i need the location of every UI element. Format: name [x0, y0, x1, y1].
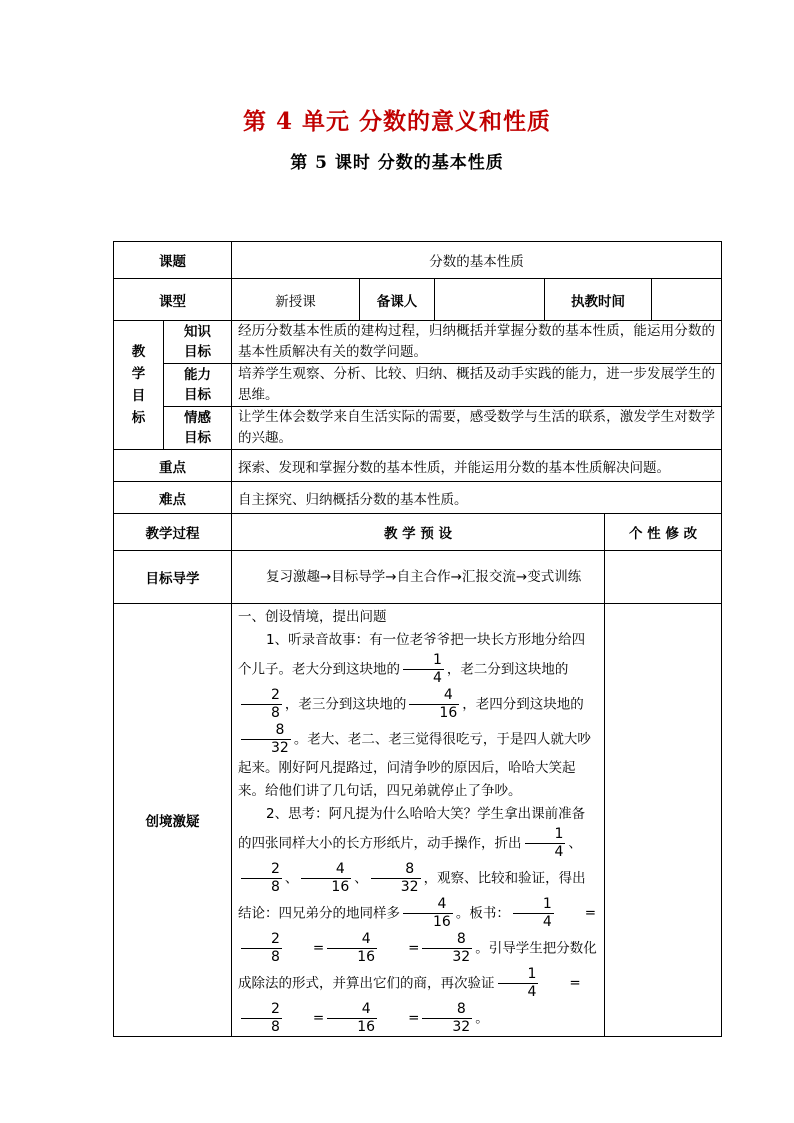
goal-label-line: 情感 — [184, 410, 211, 426]
lesson-subtitle: 第 5 课时 分数的基本性质 — [290, 153, 504, 173]
equals-sign: = — [408, 1010, 420, 1026]
denominator: 4 — [498, 983, 539, 1001]
numerator: 4 — [361, 931, 371, 947]
fraction-2-8 — [241, 861, 282, 896]
text-run: 。引导学生把分数化成除法的形式，并算出它们的商，再次验证 — [238, 940, 597, 992]
text-run: ，观察、比较和验证，得出结论：四兄弟分的地同样多 — [238, 870, 586, 922]
fraction-1-4 — [513, 896, 554, 931]
goal-label-line: 能力 — [184, 367, 211, 383]
scenario-heading: 一、创设情境，提出问题 — [238, 609, 387, 625]
numerator: 8 — [405, 861, 415, 877]
denominator: 16 — [403, 913, 453, 931]
denominator: 4 — [403, 669, 444, 687]
goals-label-char: 教 — [131, 344, 146, 360]
goal-row-ability — [114, 364, 722, 407]
denominator: 32 — [241, 739, 291, 757]
numerator: 4 — [437, 896, 447, 912]
fraction-4-16 — [327, 931, 377, 966]
ability-goal-label — [164, 364, 232, 407]
denominator: 8 — [241, 878, 282, 896]
difficult-point-text: 自主探究、归纳概括分数的基本性质。 — [232, 482, 722, 514]
fraction-1-4 — [403, 652, 444, 687]
goal-label-line: 目标 — [184, 387, 211, 403]
guide-modify-cell — [605, 551, 722, 604]
ability-goal-text: 培养学生观察、分析、比较、归纳、概括及动手实践的能力，进一步发展学生的思维。 — [232, 364, 722, 407]
fraction-4-16 — [403, 896, 453, 931]
fraction-2-8 — [241, 687, 282, 722]
key-point-label: 重点 — [114, 450, 232, 482]
text-run: ，老二分到这块地的 — [446, 661, 569, 678]
numerator: 2 — [271, 687, 280, 703]
guide-text: 复习激趣→目标导学→自主合作→汇报交流→变式训练 — [232, 551, 605, 604]
guide-label: 目标导学 — [114, 551, 232, 604]
goal-label-line: 知识 — [184, 324, 211, 340]
difficult-point-row — [114, 482, 722, 514]
text-run: 。 — [475, 1010, 489, 1027]
numerator: 1 — [554, 826, 564, 842]
equals-sign: = — [408, 940, 420, 956]
fraction-8-32 — [241, 722, 291, 757]
text-run: 、 — [568, 835, 582, 852]
knowledge-goal-text: 经历分数基本性质的建构过程，归纳概括并掌握分数的基本性质，能运用分数的基本性质解决有关的数学问题。 — [232, 321, 722, 364]
text-run: 、 — [284, 870, 299, 887]
scenario-content — [232, 604, 605, 1037]
fraction-4-16 — [327, 1001, 377, 1036]
fraction-8-32 — [422, 1001, 472, 1036]
process-header-row — [114, 514, 722, 551]
fraction-8-32 — [371, 861, 421, 896]
numerator: 4 — [443, 687, 453, 703]
text-run: 、 — [354, 870, 368, 887]
scenario-label: 创境激疑 — [114, 604, 232, 1037]
knowledge-goal-label — [164, 321, 232, 364]
fraction-2-8 — [241, 1001, 282, 1036]
denominator: 8 — [241, 948, 282, 966]
numerator: 4 — [335, 861, 345, 877]
denominator: 16 — [409, 704, 459, 722]
numerator: 8 — [456, 931, 466, 947]
topic-label: 课题 — [114, 242, 232, 279]
numerator: 4 — [361, 1001, 371, 1017]
text-run: 1、听录音故事：有一位老爷爷把一块长方形地分给四个儿子。老大分到这块地的 — [238, 632, 586, 678]
numerator: 2 — [271, 931, 280, 947]
denominator: 16 — [327, 948, 377, 966]
text-run: ，老四分到这块地的 — [462, 696, 584, 713]
goals-label-char: 标 — [131, 410, 146, 426]
unit-title: 第 4 单元 分数的意义和性质 — [242, 108, 552, 135]
numerator: 8 — [275, 722, 285, 738]
process-label: 教学过程 — [114, 514, 232, 551]
goals-label-char: 目 — [131, 388, 146, 404]
modify-label: 个 性 修 改 — [605, 514, 722, 551]
goals-label-char: 学 — [131, 366, 146, 382]
numerator: 1 — [527, 966, 537, 982]
scenario-paragraph-1 — [238, 629, 598, 803]
preparer-label: 备课人 — [360, 279, 435, 321]
numerator: 2 — [271, 861, 280, 877]
fraction-1-4 — [498, 966, 539, 1001]
type-label: 课型 — [114, 279, 232, 321]
text-run: 。老大、老二、老三觉得很吃亏，于是四人就大吵起来。刚好阿凡提路过，问清争吵的原因后，哈哈大笑起来。给他们讲了几句话，四兄弟就停止了争吵。 — [238, 731, 591, 799]
denominator: 16 — [301, 878, 351, 896]
lesson-plan-table — [113, 241, 722, 1037]
goal-label-line: 目标 — [184, 344, 211, 360]
key-point-text: 探索、发现和掌握分数的基本性质，并能运用分数的基本性质解决问题。 — [232, 450, 722, 482]
fraction-2-8 — [241, 931, 282, 966]
equals-sign: = — [312, 940, 325, 956]
denominator: 32 — [422, 1018, 472, 1036]
design-label: 教 学 预 设 — [232, 514, 605, 551]
fraction-8-32 — [422, 931, 472, 966]
numerator: 8 — [456, 1001, 466, 1017]
scenario-paragraph-2 — [238, 803, 598, 1036]
time-label: 执教时间 — [545, 279, 652, 321]
denominator: 8 — [241, 1018, 282, 1036]
text-run: 。板书： — [455, 905, 510, 922]
denominator: 4 — [525, 843, 566, 861]
emotion-goal-label — [164, 407, 232, 450]
denominator: 4 — [513, 913, 554, 931]
time-value — [652, 279, 722, 321]
equals-sign: = — [312, 1010, 325, 1026]
guide-row — [114, 551, 722, 604]
goal-row-emotion — [114, 407, 722, 450]
denominator: 8 — [241, 704, 282, 722]
preparer-value — [435, 279, 545, 321]
denominator: 32 — [371, 878, 421, 896]
scenario-row — [114, 604, 722, 1037]
topic-value: 分数的基本性质 — [232, 242, 722, 279]
goals-group-label — [114, 321, 164, 450]
type-row — [114, 279, 722, 321]
text-run: ，老三分到这块地的 — [284, 696, 407, 713]
type-value: 新授课 — [232, 279, 360, 321]
fraction-4-16 — [409, 687, 459, 722]
numerator: 1 — [433, 652, 442, 668]
fraction-1-4 — [525, 826, 566, 861]
fraction-4-16 — [301, 861, 351, 896]
goal-label-line: 目标 — [184, 430, 211, 446]
difficult-point-label: 难点 — [114, 482, 232, 514]
key-point-row — [114, 450, 722, 482]
emotion-goal-text: 让学生体会数学来自生活实际的需要，感受数学与生活的联系，激发学生对数学的兴趣。 — [232, 407, 722, 450]
equals-sign: = — [569, 975, 581, 991]
numerator: 1 — [542, 896, 552, 912]
denominator: 32 — [422, 948, 472, 966]
text-run: 2、思考：阿凡提为什么哈哈大笑？学生拿出课前准备的四张同样大小的长方形纸片，动手操作，折出 — [238, 806, 586, 852]
denominator: 16 — [327, 1018, 377, 1036]
numerator: 2 — [271, 1001, 280, 1017]
goal-row-knowledge — [114, 321, 722, 364]
equals-sign: = — [584, 905, 597, 921]
scenario-modify-cell — [605, 604, 722, 1037]
topic-row — [114, 242, 722, 279]
